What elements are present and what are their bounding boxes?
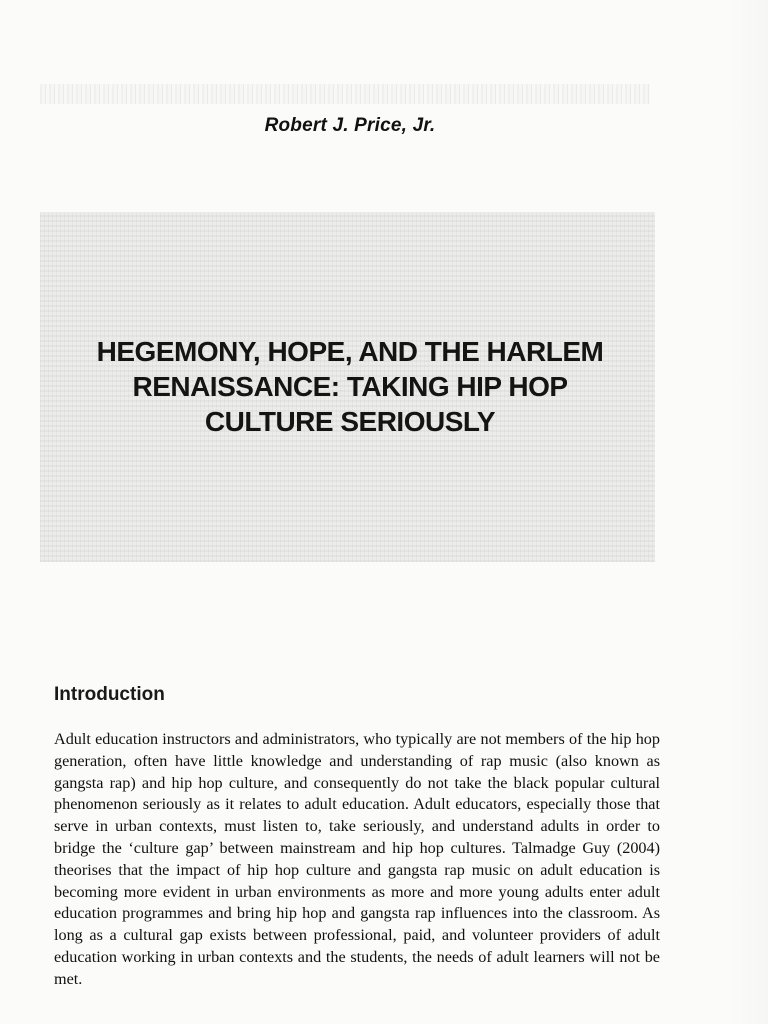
chapter-title-line: CULTURE SERIOUSLY bbox=[204, 406, 496, 437]
body-paragraph: Adult education instructors and administrators, who typically are not members of the hip hop generation, often have little knowledge and understanding of rap music (also known as gangsta rap) and hip hop culture, and consequently do not take the black popular cultural phenomenon seriously as it relates to adult education. Adult educators, especially those that serve in urban contexts, must listen to, take seriously, and understand adults in order to bridge the ‘culture gap’ between mainstream and hip hop cultures. Talmadge Guy (2004) theorises that the impact of hip hop culture and gangsta rap music on adult education is becoming more evident in urban environments as more and more young adults enter adult education programmes and bring hip hop and gangsta rap influences into the classroom. As long as a cultural gap exists between professional, paid, and volunteer providers of adult education working in urban contexts and the students, the needs of adult learners will not be met. bbox=[54, 730, 660, 988]
author-name: Robert J. Price, Jr. bbox=[264, 115, 436, 136]
scan-edge-shadow bbox=[728, 0, 768, 1024]
chapter-title bbox=[40, 334, 660, 439]
decorative-texture-band bbox=[40, 84, 650, 104]
chapter-title-line: RENAISSANCE: TAKING HIP HOP bbox=[132, 371, 568, 402]
chapter-title-line: HEGEMONY, HOPE, AND THE HARLEM bbox=[96, 336, 604, 367]
section-heading: Introduction bbox=[54, 684, 165, 705]
